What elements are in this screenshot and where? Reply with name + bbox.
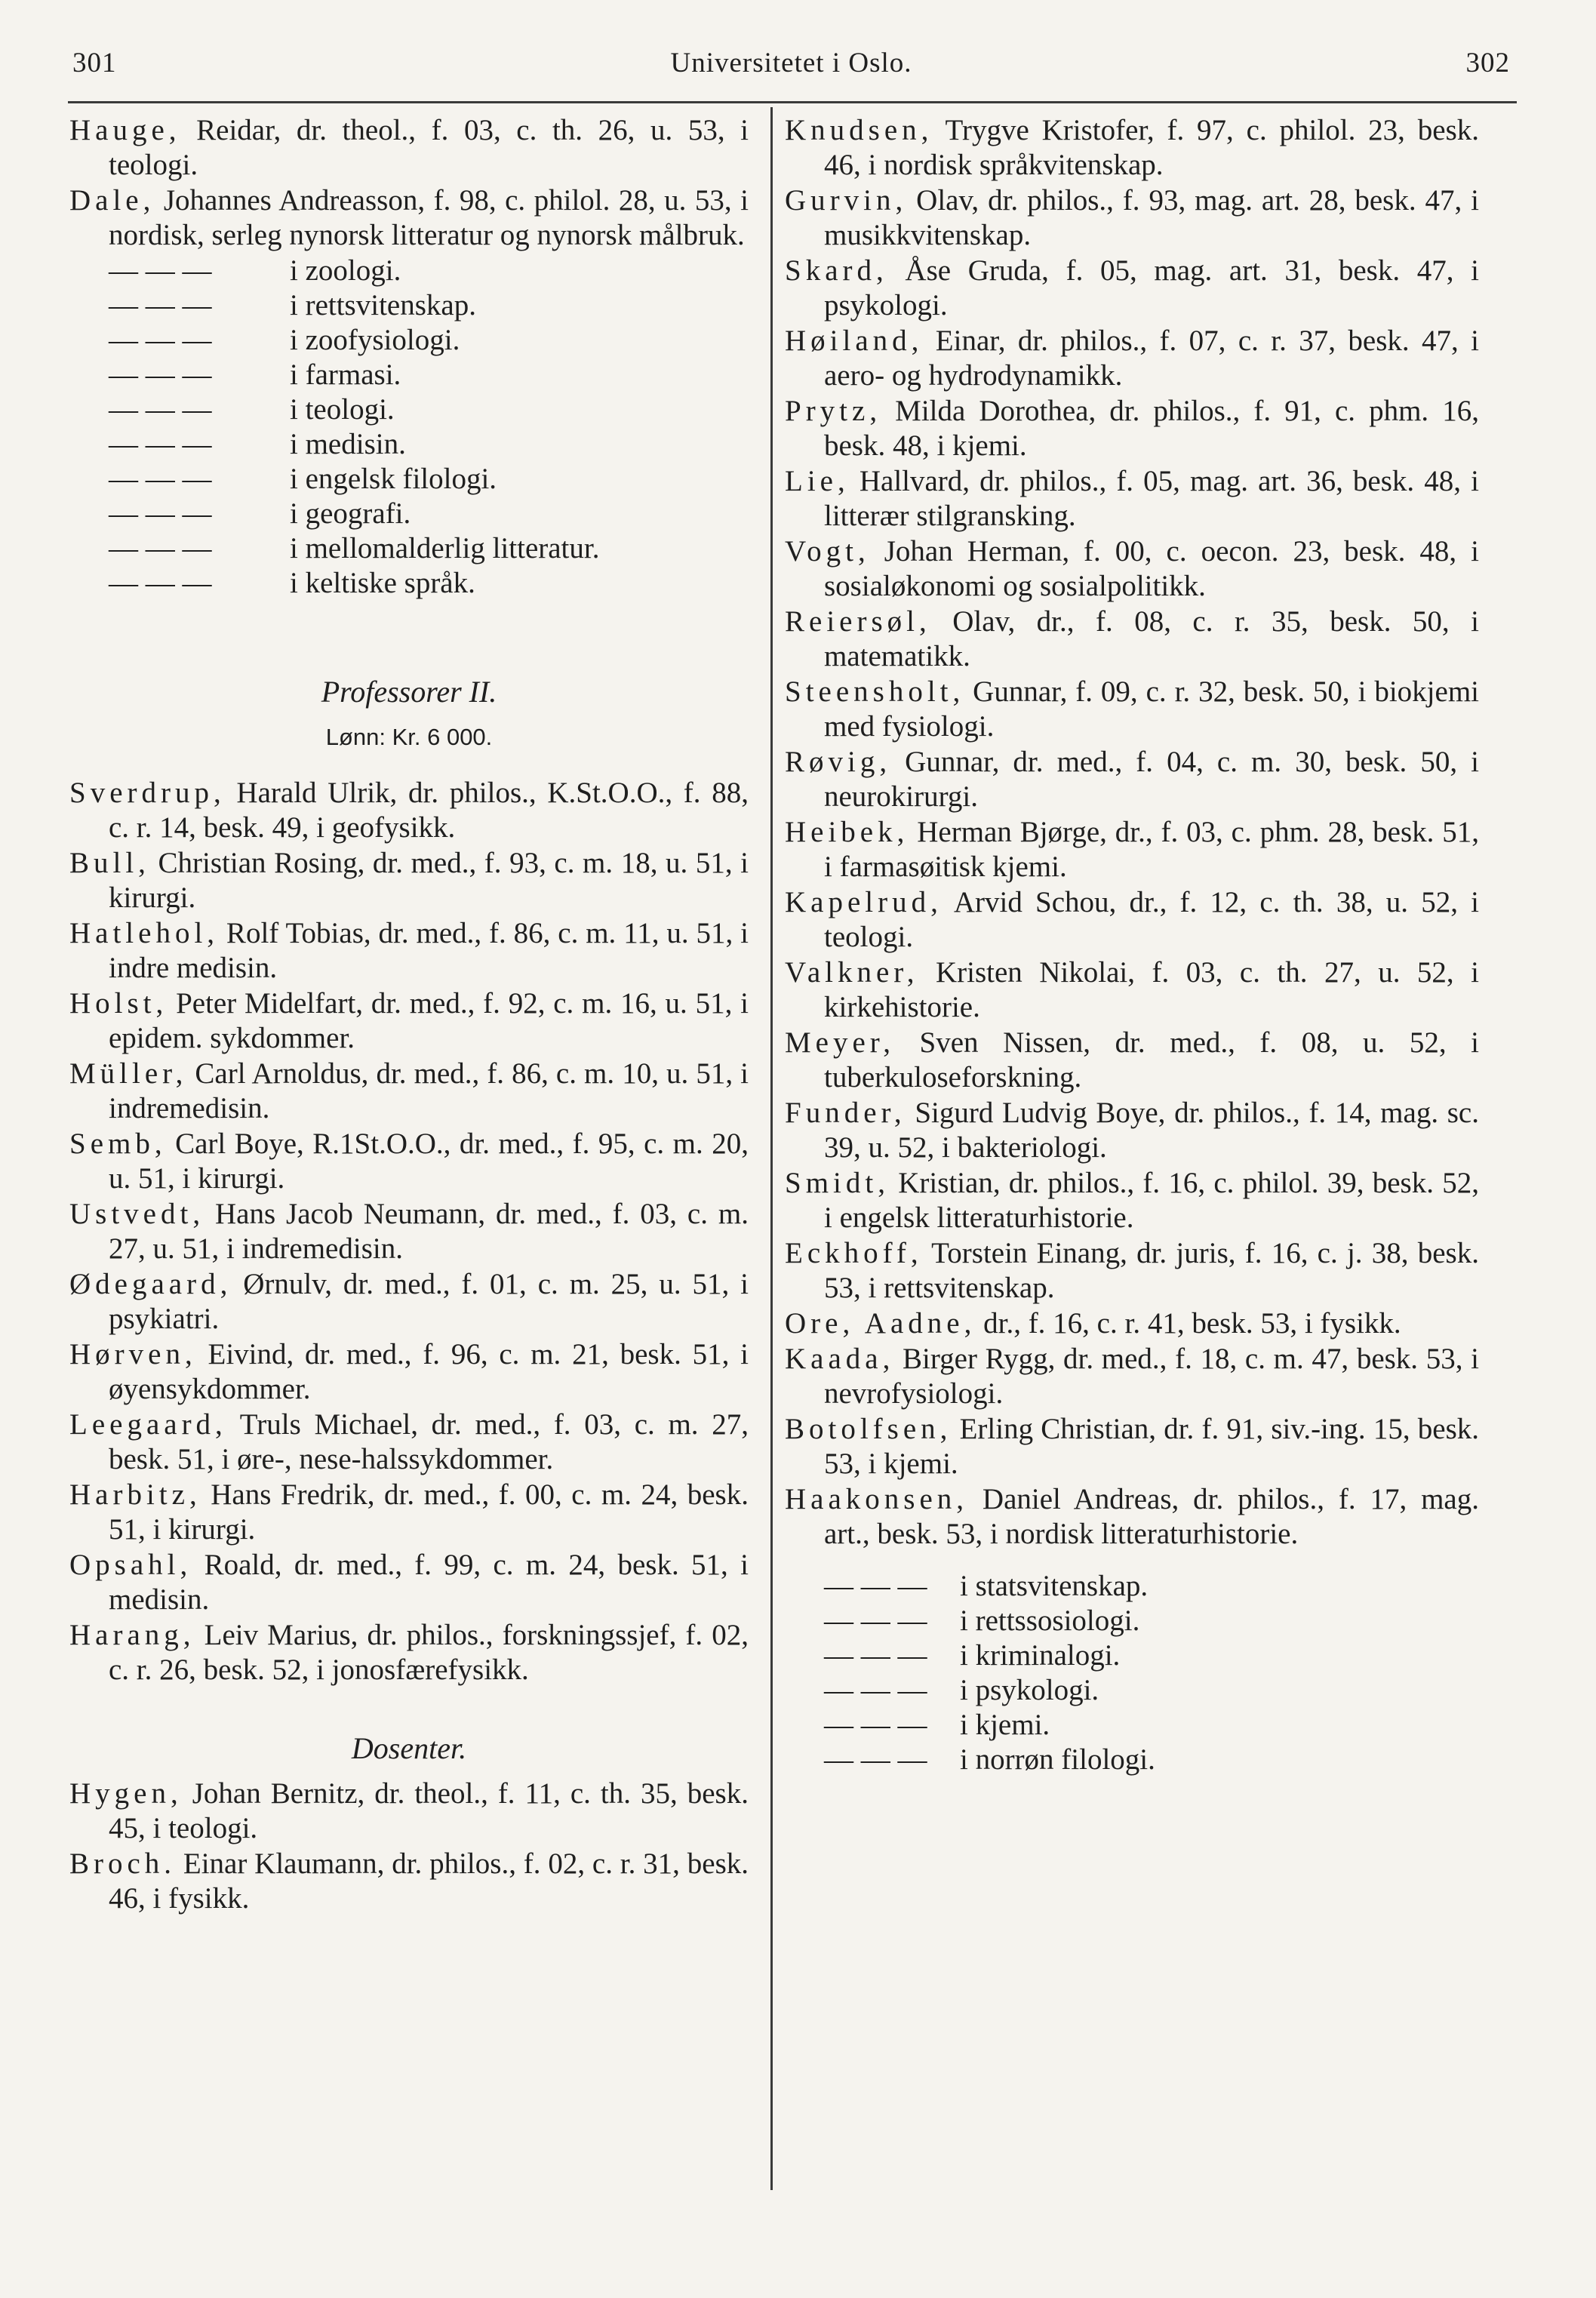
entry: [69, 1847, 749, 1916]
entry: [69, 1337, 749, 1407]
entry-surname: Dale,: [69, 184, 155, 217]
vacancy-subject: i farmasi.: [290, 358, 401, 391]
entry-details: Milda Dorothea, dr. philos., f. 91, c. phm. 16, besk. 48, i kjemi.: [824, 395, 1479, 462]
entry: [69, 1057, 749, 1126]
entry: [785, 1342, 1479, 1411]
entry-details: Arvid Schou, dr., f. 12, c. th. 38, u. 52, i teologi.: [824, 886, 1479, 953]
entry: [785, 394, 1479, 463]
entry: [69, 916, 749, 986]
entry-details: Carl Boye, R.1St.O.O., dr. med., f. 95, c. m. 20, u. 51, i kirurgi.: [109, 1127, 749, 1195]
entry: [69, 1478, 749, 1547]
entry-details: Harald Ulrik, dr. philos., K.St.O.O., f. 88, c. r. 14, besk. 49, i geofysikk.: [109, 777, 749, 844]
entry-surname: Harbitz,: [69, 1478, 201, 1511]
entry: [69, 846, 749, 915]
entry-surname: Gurvin,: [785, 184, 908, 217]
entry: [785, 885, 1479, 955]
entry: [785, 955, 1479, 1025]
ditto-dash: — — —: [109, 254, 212, 287]
ditto-dash: — — —: [109, 532, 212, 565]
section-heading-professorer: Professorer II.: [321, 675, 497, 709]
entry-details: Carl Arnoldus, dr. med., f. 86, c. m. 10, u. 51, i indremedisin.: [109, 1057, 749, 1124]
ditto-dash: — — —: [109, 497, 212, 530]
ditto-dash: — — —: [109, 289, 212, 321]
entry: [785, 604, 1479, 674]
ditto-dash: — — —: [824, 1743, 927, 1776]
entry-surname: Røvig,: [785, 746, 892, 778]
entry: [785, 815, 1479, 884]
entry-surname: Opsahl,: [69, 1549, 192, 1581]
entry: [785, 1306, 1479, 1341]
entry-details: Hans Jacob Neumann, dr. med., f. 03, c. m. 27, u. 51, i indremedisin.: [109, 1198, 749, 1265]
entry-surname: Meyer,: [785, 1026, 895, 1059]
entry-surname: Müller,: [69, 1057, 188, 1090]
vacancy-line: [785, 1604, 1479, 1638]
vacancy-line: [69, 323, 749, 358]
vacancy-subject: i rettsvitenskap.: [290, 289, 476, 321]
vacancy-subject: i zoologi.: [290, 254, 401, 287]
entry-surname: Reiersøl,: [785, 605, 931, 638]
entry-details: Gunnar, dr. med., f. 04, c. m. 30, besk. 50, i neurokirurgi.: [824, 746, 1479, 813]
entry-surname: Funder,: [785, 1097, 906, 1129]
entry: [785, 324, 1479, 393]
ditto-dash: — — —: [109, 358, 212, 391]
entry-surname: Broch.: [69, 1847, 177, 1880]
page-number-right: 302: [1465, 48, 1510, 78]
entry-details: Johannes Andreasson, f. 98, c. philol. 28, u. 53, i nordisk, serleg nynorsk litteratur og nynorsk målbruk.: [109, 184, 749, 251]
entry-details: Hallvard, dr. philos., f. 05, mag. art. 36, besk. 48, i litterær stilgransking.: [824, 465, 1479, 532]
entry: [69, 1197, 749, 1266]
entry: [785, 1236, 1479, 1306]
entry-details: Birger Rygg, dr. med., f. 18, c. m. 47, besk. 53, i nevrofysiologi.: [824, 1343, 1479, 1410]
entry-details: Leiv Marius, dr. philos., forskningssjef, f. 02, c. r. 26, besk. 52, i jonosfærefysikk.: [109, 1619, 749, 1686]
entry: [785, 1096, 1479, 1165]
entry-surname: Smidt,: [785, 1167, 890, 1199]
ditto-dash: — — —: [109, 463, 212, 495]
entry: [785, 1026, 1479, 1095]
ditto-dash: — — —: [824, 1604, 927, 1637]
entry-surname: Harang,: [69, 1619, 195, 1651]
vacancy-subject: i keltiske språk.: [290, 567, 475, 599]
right-vacancies: [785, 1569, 1479, 1777]
entry-details: Sigurd Ludvig Boye, dr. philos., f. 14, mag. sc. 39, u. 52, i bakteriologi.: [824, 1097, 1479, 1164]
vacancy-subject: i teologi.: [290, 393, 395, 426]
entry-surname: Hauge,: [69, 114, 181, 146]
running-title: Universitetet i Oslo.: [670, 48, 912, 78]
entry-details: dr., f. 16, c. r. 41, besk. 53, i fysikk.: [976, 1307, 1401, 1340]
entry-details: Einar Klaumann, dr. philos., f. 02, c. r. 31, besk. 46, i fysikk.: [109, 1847, 749, 1915]
vacancy-subject: i statsvitenskap.: [960, 1570, 1149, 1602]
entry: [785, 1412, 1479, 1481]
page-number-left: 301: [72, 48, 117, 78]
left-entries-top: [69, 113, 749, 253]
entry-surname: Holst,: [69, 987, 168, 1020]
entry-details: Olav, dr., f. 08, c. r. 35, besk. 50, i matematikk.: [824, 605, 1479, 672]
dosenter-list: [69, 1777, 749, 1916]
vacancy-subject: i psykologi.: [960, 1674, 1099, 1706]
ditto-dash: — — —: [109, 393, 212, 426]
entry-surname: Botolfsen,: [785, 1413, 952, 1445]
entry: [69, 776, 749, 845]
entry-surname: Haakonsen,: [785, 1483, 969, 1515]
entry: [69, 986, 749, 1056]
entry: [785, 675, 1479, 744]
entry-surname: Hørven,: [69, 1338, 197, 1370]
vacancy-line: [69, 497, 749, 531]
entry-surname: Semb,: [69, 1127, 167, 1160]
vacancy-line: [785, 1569, 1479, 1604]
entry-details: Johan Bernitz, dr. theol., f. 11, c. th. 35, besk. 45, i teologi.: [109, 1777, 749, 1844]
section-heading-dosenter: Dosenter.: [351, 1731, 467, 1765]
entry-details: Johan Herman, f. 00, c. oecon. 23, besk. 48, i sosialøkonomi og sosialpolitikk.: [824, 535, 1479, 602]
vacancy-subject: i norrøn filologi.: [960, 1743, 1155, 1776]
entry-details: Einar, dr. philos., f. 07, c. r. 37, besk. 47, i aero- og hydrodynamikk.: [824, 325, 1479, 392]
left-column: [69, 113, 749, 1917]
vacancy-line: [69, 531, 749, 566]
salary-note: Lønn: Kr. 6 000.: [325, 724, 493, 750]
vacancy-subject: i zoofysiologi.: [290, 324, 460, 356]
entry-details: Ørnulv, dr. med., f. 01, c. m. 25, u. 51, i psykiatri.: [109, 1268, 749, 1335]
vacancy-subject: i medisin.: [290, 428, 406, 460]
entry: [785, 113, 1479, 183]
entry-details: Kristen Nikolai, f. 03, c. th. 27, u. 52, i kirkehistorie.: [824, 956, 1479, 1023]
left-vacancies: [69, 254, 749, 601]
entry-details: Herman Bjørge, dr., f. 03, c. phm. 28, besk. 51, i farmasøitisk kjemi.: [824, 816, 1479, 883]
entry-surname: Valkner,: [785, 956, 919, 989]
vacancy-line: [785, 1673, 1479, 1708]
right-entries: [785, 113, 1479, 1552]
entry: [69, 1407, 749, 1477]
entry-surname: Lie,: [785, 465, 850, 497]
entry-surname: Ødegaard,: [69, 1268, 232, 1300]
vacancy-line: [69, 427, 749, 462]
entry-surname: Kaada,: [785, 1343, 895, 1375]
entry-surname: Knudsen,: [785, 114, 933, 146]
entry: [69, 1618, 749, 1687]
entry: [785, 745, 1479, 814]
entry-details: Roald, dr. med., f. 99, c. m. 24, besk. 51, i medisin.: [109, 1549, 749, 1616]
entry: [785, 183, 1479, 253]
entry-details: Peter Midelfart, dr. med., f. 92, c. m. 16, u. 51, i epidem. sykdommer.: [109, 987, 749, 1054]
entry: [69, 1777, 749, 1846]
right-column: [785, 113, 1479, 1777]
entry: [785, 534, 1479, 604]
entry-details: Rolf Tobias, dr. med., f. 86, c. m. 11, u. 51, i indre medisin.: [109, 917, 749, 984]
entry-surname: Sverdrup,: [69, 777, 226, 809]
entry-details: Kristian, dr. philos., f. 16, c. philol. 39, besk. 52, i engelsk litteraturhistorie.: [824, 1167, 1479, 1234]
ditto-dash: — — —: [109, 428, 212, 460]
entry-details: Reidar, dr. theol., f. 03, c. th. 26, u. 53, i teologi.: [109, 114, 749, 181]
vacancy-subject: i geografi.: [290, 497, 411, 530]
vacancy-line: [69, 462, 749, 497]
entry-details: Trygve Kristofer, f. 97, c. philol. 23, besk. 46, i nordisk språkvitenskap.: [824, 114, 1479, 181]
entry-details: Truls Michael, dr. med., f. 03, c. m. 27, besk. 51, i øre-, nese-halssykdommer.: [109, 1408, 749, 1475]
ditto-dash: — — —: [824, 1570, 927, 1602]
ditto-dash: — — —: [109, 324, 212, 356]
vacancy-subject: i rettssosiologi.: [960, 1604, 1140, 1637]
entry-details: Christian Rosing, dr. med., f. 93, c. m. 18, u. 51, i kirurgi.: [109, 847, 749, 914]
vacancy-line: [69, 254, 749, 288]
entry-surname: Prytz,: [785, 395, 882, 427]
ditto-dash: — — —: [824, 1639, 927, 1672]
entry-surname: Kapelrud,: [785, 886, 943, 918]
entry-details: Torstein Einang, dr. juris, f. 16, c. j. 38, besk. 53, i rettsvitenskap.: [824, 1237, 1479, 1304]
vacancy-line: [69, 392, 749, 427]
column-divider: [770, 107, 773, 2190]
entry: [69, 183, 749, 253]
vacancy-line: [69, 358, 749, 392]
ditto-dash: — — —: [824, 1674, 927, 1706]
entry: [785, 1166, 1479, 1235]
entry-surname: Hatlehol,: [69, 917, 220, 949]
entry-surname: Bull,: [69, 847, 150, 879]
ditto-dash: — — —: [109, 567, 212, 599]
entry-surname: Ustvedt,: [69, 1198, 205, 1230]
entry-surname: Skard,: [785, 254, 888, 287]
entry-details: Hans Fredrik, dr. med., f. 00, c. m. 24, besk. 51, i kirurgi.: [109, 1478, 749, 1546]
entry-surname: Leegaard,: [69, 1408, 227, 1441]
vacancy-line: [785, 1743, 1479, 1777]
entry-details: Åse Gruda, f. 05, mag. art. 31, besk. 47, i psykologi.: [824, 254, 1479, 321]
vacancy-subject: i engelsk filologi.: [290, 463, 497, 495]
vacancy-subject: i kjemi.: [960, 1709, 1050, 1741]
vacancy-line: [69, 288, 749, 323]
entry-surname: Høiland,: [785, 325, 924, 357]
entry: [69, 113, 749, 183]
entry-surname: Steensholt,: [785, 675, 965, 708]
entry: [785, 1482, 1479, 1552]
entry-surname: Hygen,: [69, 1777, 183, 1810]
professorer-list: [69, 776, 749, 1687]
entry-details: Sven Nissen, dr. med., f. 08, u. 52, i tuberkuloseforskning.: [824, 1026, 1479, 1094]
vacancy-line: [69, 566, 749, 601]
entry-details: Daniel Andreas, dr. philos., f. 17, mag. art., besk. 53, i nordisk litteraturhistorie.: [824, 1483, 1479, 1550]
vacancy-line: [785, 1708, 1479, 1743]
vacancy-line: [785, 1638, 1479, 1673]
entry: [69, 1127, 749, 1196]
entry: [785, 464, 1479, 534]
entry-surname: Ore, Aadne,: [785, 1307, 976, 1340]
entry-details: Olav, dr. philos., f. 93, mag. art. 28, besk. 47, i musikkvitenskap.: [824, 184, 1479, 251]
entry-details: Gunnar, f. 09, c. r. 32, besk. 50, i biokjemi med fysiologi.: [824, 675, 1479, 743]
entry: [69, 1548, 749, 1617]
entry: [785, 254, 1479, 323]
entry: [69, 1267, 749, 1337]
vacancy-subject: i mellomalderlig litteratur.: [290, 532, 600, 565]
vacancy-subject: i kriminalogi.: [960, 1639, 1121, 1672]
entry-surname: Eckhoff,: [785, 1237, 923, 1269]
entry-details: Erling Christian, dr. f. 91, siv.-ing. 15, besk. 53, i kjemi.: [824, 1413, 1479, 1480]
entry-details: Eivind, dr. med., f. 96, c. m. 21, besk. 51, i øyensykdommer.: [109, 1338, 749, 1405]
header-rule: [68, 101, 1517, 103]
page-header: [72, 47, 1510, 92]
entry-surname: Vogt,: [785, 535, 870, 568]
entry-surname: Heibek,: [785, 816, 909, 848]
ditto-dash: — — —: [824, 1709, 927, 1741]
